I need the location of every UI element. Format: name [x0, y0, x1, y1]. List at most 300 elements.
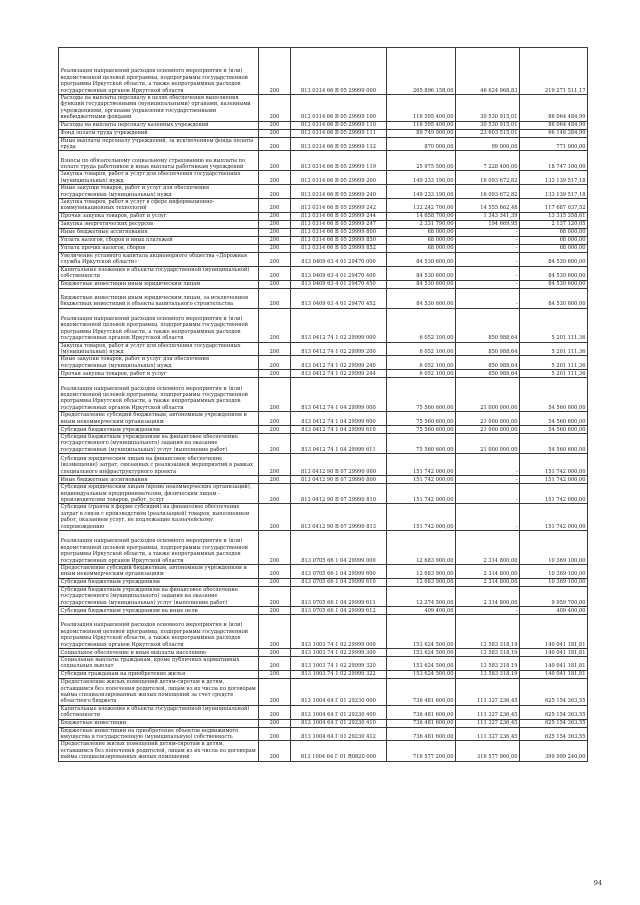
unexecuted-amount-cell: 409 400,00 — [520, 607, 588, 615]
executed-amount-cell: - — [456, 252, 520, 266]
table-row — [59, 236, 588, 244]
approved-amount-cell: 153 624 500,00 — [387, 649, 456, 657]
table-row — [59, 670, 588, 678]
budget-code-cell: 813 0705 66 1 04 29999 612 — [291, 607, 387, 615]
unexecuted-amount-cell: 68 000,00 — [520, 236, 588, 244]
expense-name-cell: Реализация направлений расходов основного мероприятия и (или) ведомственной целевой программы, подпрограммы государственной программы Иркутской области, а также непрограммных расходов государственных органов Иркутской области — [59, 378, 259, 412]
approved-amount-cell: 870 000,00 — [387, 137, 456, 151]
unexecuted-amount-cell: 66 146 384,99 — [520, 129, 588, 137]
line-code-cell: 200 — [259, 378, 291, 412]
expense-name-cell: Предоставление субсидий бюджетным, автономным учреждениям и иным некоммерческим организациям — [59, 412, 259, 426]
budget-code-cell: 813 0412 74 1 02 29999 200 — [291, 342, 387, 356]
unexecuted-amount-cell: 2 137 120,05 — [520, 220, 588, 228]
table-row — [59, 433, 588, 453]
line-code-cell: 200 — [259, 220, 291, 228]
table-row — [59, 615, 588, 649]
table-row — [59, 454, 588, 476]
budget-code-cell: 813 0409 63 4 01 29470 000 — [291, 252, 387, 266]
budget-code-cell: 813 1004 64 Г 01 29230 400 — [291, 705, 387, 719]
expense-name-cell: Субсидии бюджетным учреждениям на иные цели — [59, 607, 259, 615]
table-row — [59, 171, 588, 185]
table-row — [59, 185, 588, 199]
table-row — [59, 719, 588, 727]
expense-name-cell: Субсидии (гранты в форме субсидий) на финансовое обеспечение затрат в связи с производством (реализацией) товаров, выполнением работ, оказанием услуг, не подлежащие казначейскому сопровождению — [59, 504, 259, 531]
unexecuted-amount-cell: 13 315 358,61 — [520, 212, 588, 220]
budget-execution-table — [58, 47, 588, 762]
expense-name-cell: Предоставление жилых помещений детям-сиротам и детям, оставшимся без попечения родителей, лицам из их числа по договорам найма специализированных жилых помещений — [59, 741, 259, 761]
line-code-cell: 200 — [259, 586, 291, 606]
approved-amount-cell: 153 624 500,00 — [387, 657, 456, 671]
approved-amount-cell: 6 052 100,00 — [387, 356, 456, 370]
executed-amount-cell: 111 327 236,45 — [456, 719, 520, 727]
unexecuted-amount-cell: 10 369 100,00 — [520, 531, 588, 565]
unexecuted-amount-cell: 84 530 600,00 — [520, 266, 588, 280]
table-row — [59, 151, 588, 171]
unexecuted-amount-cell: 140 041 181,81 — [520, 615, 588, 649]
approved-amount-cell: 265 896 158,00 — [387, 48, 456, 95]
table-row — [59, 607, 588, 615]
expense-name-cell: Увеличение уставного капитала акционерного общества «Дорожная служба Иркутской области» — [59, 252, 259, 266]
expense-name-cell: Капитальные вложения в объекты государственной (муниципальной) собственности — [59, 266, 259, 280]
approved-amount-cell: 153 624 500,00 — [387, 615, 456, 649]
expense-name-cell: Социальное обеспечение и иные выплаты населению — [59, 649, 259, 657]
budget-code-cell: 813 0409 63 4 01 29470 452 — [291, 288, 387, 308]
expense-name-cell: Иные бюджетные ассигнования — [59, 476, 259, 484]
executed-amount-cell: 194 669,95 — [456, 220, 520, 228]
budget-code-cell: 813 1004 64 Г 01 29230 412 — [291, 727, 387, 741]
approved-amount-cell: 89 749 900,00 — [387, 129, 456, 137]
budget-code-cell: 813 0314 66 В 05 29999 100 — [291, 95, 387, 122]
expense-name-cell: Закупка энергетических ресурсов — [59, 220, 259, 228]
executed-amount-cell: 850 988,64 — [456, 308, 520, 342]
line-code-cell: 200 — [259, 433, 291, 453]
expense-name-cell: Расходы на выплаты персоналу казенных учреждений — [59, 121, 259, 129]
expense-name-cell: Взносы по обязательному социальному страхованию на выплаты по оплате труда работников и иные выплаты работникам учреждений — [59, 151, 259, 171]
budget-code-cell: 813 0314 66 В 05 29999 119 — [291, 151, 387, 171]
executed-amount-cell: 2 314 800,00 — [456, 565, 520, 579]
budget-code-cell: 813 0314 66 В 05 29999 852 — [291, 244, 387, 252]
line-code-cell: 200 — [259, 266, 291, 280]
unexecuted-amount-cell: 5 201 111,36 — [520, 356, 588, 370]
approved-amount-cell: 12 683 900,00 — [387, 565, 456, 579]
approved-amount-cell: 151 742 000,00 — [387, 454, 456, 476]
approved-amount-cell: 12 274 500,00 — [387, 586, 456, 606]
budget-code-cell: 813 1003 74 1 02 29999 300 — [291, 649, 387, 657]
executed-amount-cell: - — [456, 504, 520, 531]
executed-amount-cell: 30 530 915,01 — [456, 95, 520, 122]
unexecuted-amount-cell: 133 139 517,18 — [520, 171, 588, 185]
line-code-cell: 200 — [259, 280, 291, 288]
unexecuted-amount-cell: 86 064 484,99 — [520, 121, 588, 129]
table-row — [59, 484, 588, 504]
approved-amount-cell: 409 400,00 — [387, 607, 456, 615]
table-row — [59, 288, 588, 308]
unexecuted-amount-cell: 140 041 181,81 — [520, 649, 588, 657]
table-row — [59, 657, 588, 671]
table-row — [59, 586, 588, 606]
table-row — [59, 220, 588, 228]
unexecuted-amount-cell: 9 959 700,00 — [520, 586, 588, 606]
expense-name-cell: Закупка товаров, работ и услуг для обеспечения государственных (муниципальных) нужд — [59, 342, 259, 356]
table-row — [59, 531, 588, 565]
line-code-cell: 200 — [259, 578, 291, 586]
unexecuted-amount-cell: 54 560 600,00 — [520, 433, 588, 453]
budget-code-cell: 813 0314 66 В 05 29999 112 — [291, 137, 387, 151]
table-row — [59, 504, 588, 531]
unexecuted-amount-cell: 5 201 111,36 — [520, 370, 588, 378]
executed-amount-cell: 850 988,64 — [456, 356, 520, 370]
expense-name-cell: Иные закупки товаров, работ и услуг для обеспечения государственных (муниципальных) нужд — [59, 185, 259, 199]
budget-code-cell: 813 0314 66 В 05 29999 242 — [291, 199, 387, 213]
budget-code-cell: 813 0314 66 В 05 29999 110 — [291, 121, 387, 129]
executed-amount-cell: - — [456, 228, 520, 236]
expense-name-cell: Расходы на выплаты персоналу в целях обеспечения выполнения функций государственными (муниципальными) органами, казенными учреждениями, органами управления государственными внебюджетными фондами — [59, 95, 259, 122]
expense-name-cell: Прочая закупка товаров, работ и услуг — [59, 370, 259, 378]
unexecuted-amount-cell: 140 041 181,81 — [520, 670, 588, 678]
page-number: 94 — [593, 879, 602, 887]
executed-amount-cell: 23 603 515,01 — [456, 129, 520, 137]
approved-amount-cell: 153 624 500,00 — [387, 670, 456, 678]
unexecuted-amount-cell: 68 000,00 — [520, 244, 588, 252]
line-code-cell: 200 — [259, 121, 291, 129]
unexecuted-amount-cell: 151 742 000,00 — [520, 454, 588, 476]
executed-amount-cell: 2 314 800,00 — [456, 531, 520, 565]
expense-name-cell: Уплата налогов, сборов и иных платежей — [59, 236, 259, 244]
approved-amount-cell: 84 530 600,00 — [387, 266, 456, 280]
budget-code-cell: 813 0409 63 4 01 29470 450 — [291, 280, 387, 288]
table-row — [59, 342, 588, 356]
approved-amount-cell: 6 052 100,00 — [387, 342, 456, 356]
unexecuted-amount-cell: 5 201 111,36 — [520, 342, 588, 356]
table-row — [59, 129, 588, 137]
approved-amount-cell: 149 233 190,00 — [387, 185, 456, 199]
executed-amount-cell: - — [456, 236, 520, 244]
approved-amount-cell: 14 658 700,00 — [387, 212, 456, 220]
unexecuted-amount-cell: 140 041 181,81 — [520, 657, 588, 671]
executed-amount-cell: 21 000 000,00 — [456, 425, 520, 433]
unexecuted-amount-cell: 18 747 100,00 — [520, 151, 588, 171]
table-row — [59, 137, 588, 151]
line-code-cell: 200 — [259, 454, 291, 476]
line-code-cell: 200 — [259, 252, 291, 266]
executed-amount-cell: 16 093 672,82 — [456, 171, 520, 185]
executed-amount-cell: - — [456, 454, 520, 476]
table-row — [59, 741, 588, 761]
executed-amount-cell: 21 000 000,00 — [456, 378, 520, 412]
budget-code-cell: 813 1004 64 Г 01 29230 000 — [291, 678, 387, 705]
executed-amount-cell: 111 327 236,45 — [456, 705, 520, 719]
table-row — [59, 705, 588, 719]
unexecuted-amount-cell: 151 742 000,00 — [520, 476, 588, 484]
approved-amount-cell: 68 000,00 — [387, 228, 456, 236]
executed-amount-cell: - — [456, 607, 520, 615]
expense-name-cell: Иные бюджетные ассигнования — [59, 228, 259, 236]
expense-name-cell: Бюджетные инвестиции — [59, 719, 259, 727]
unexecuted-amount-cell: 86 064 484,99 — [520, 95, 588, 122]
line-code-cell: 200 — [259, 48, 291, 95]
budget-code-cell: 813 0412 74 1 04 29999 600 — [291, 412, 387, 426]
expense-name-cell: Капитальные вложения в объекты государственной (муниципальной) собственности — [59, 705, 259, 719]
line-code-cell: 200 — [259, 199, 291, 213]
executed-amount-cell: 111 327 236,45 — [456, 678, 520, 705]
line-code-cell: 200 — [259, 678, 291, 705]
expense-name-cell: Субсидии бюджетным учреждениям на финансовое обеспечение государственного (муниципального) задания на оказание государственных (муниципальных) услуг (выполнение работ) — [59, 586, 259, 606]
budget-code-cell: 813 0412 74 1 02 29999 244 — [291, 370, 387, 378]
expense-name-cell: Фонд оплаты труда учреждений — [59, 129, 259, 137]
line-code-cell: 200 — [259, 288, 291, 308]
expense-name-cell: Реализация направлений расходов основного мероприятия и (или) ведомственной целевой программы, подпрограммы государственной программы Иркутской области, а также непрограммных расходов государственных органов Иркутской области — [59, 615, 259, 649]
approved-amount-cell: 149 233 190,00 — [387, 171, 456, 185]
approved-amount-cell: 151 742 000,00 — [387, 476, 456, 484]
line-code-cell: 200 — [259, 705, 291, 719]
line-code-cell: 200 — [259, 356, 291, 370]
table-row — [59, 727, 588, 741]
line-code-cell: 200 — [259, 308, 291, 342]
executed-amount-cell: 99 000,00 — [456, 137, 520, 151]
budget-code-cell: 813 0705 66 1 04 29999 000 — [291, 531, 387, 565]
approved-amount-cell: 68 000,00 — [387, 236, 456, 244]
approved-amount-cell: 84 530 600,00 — [387, 252, 456, 266]
approved-amount-cell: 12 683 900,00 — [387, 531, 456, 565]
line-code-cell: 200 — [259, 565, 291, 579]
approved-amount-cell: 75 560 600,00 — [387, 433, 456, 453]
budget-code-cell: 813 0314 66 В 05 29999 247 — [291, 220, 387, 228]
executed-amount-cell: 1 343 341,39 — [456, 212, 520, 220]
unexecuted-amount-cell: 84 530 600,00 — [520, 288, 588, 308]
line-code-cell: 200 — [259, 412, 291, 426]
expense-name-cell: Субсидии юридическим лицам на финансовое обеспечение (возмещение) затрат, связанных с реализацией мероприятий в рамках специального инфраструктурного проекта — [59, 454, 259, 476]
approved-amount-cell: 736 481 600,00 — [387, 705, 456, 719]
line-code-cell: 200 — [259, 425, 291, 433]
approved-amount-cell: 736 481 600,00 — [387, 678, 456, 705]
line-code-cell: 200 — [259, 670, 291, 678]
executed-amount-cell: 46 624 968,83 — [456, 48, 520, 95]
executed-amount-cell: 111 327 236,45 — [456, 727, 520, 741]
expense-name-cell: Закупка товаров, работ и услуг в сфере информационно-коммуникационных технологий — [59, 199, 259, 213]
table-row — [59, 678, 588, 705]
approved-amount-cell: 75 560 600,00 — [387, 425, 456, 433]
unexecuted-amount-cell: 133 139 517,18 — [520, 185, 588, 199]
table-row — [59, 578, 588, 586]
expense-name-cell: Иные выплаты персоналу учреждений, за исключением фонда оплаты труда — [59, 137, 259, 151]
unexecuted-amount-cell: 771 000,00 — [520, 137, 588, 151]
budget-code-cell: 813 0314 66 В 05 29999 244 — [291, 212, 387, 220]
table-row — [59, 280, 588, 288]
expense-name-cell: Реализация направлений расходов основного мероприятия и (или) ведомственной целевой программы, подпрограммы государственной программы Иркутской области, а также непрограммных расходов государственных органов Иркутской области — [59, 308, 259, 342]
expense-name-cell: Социальные выплаты гражданам, кроме публичных нормативных социальных выплат — [59, 657, 259, 671]
budget-code-cell: 813 0412 74 1 04 29999 610 — [291, 425, 387, 433]
line-code-cell: 200 — [259, 171, 291, 185]
approved-amount-cell: 84 530 600,00 — [387, 288, 456, 308]
expense-name-cell: Бюджетные инвестиции иным юридическим лицам — [59, 280, 259, 288]
budget-code-cell: 813 1003 74 1 02 29999 322 — [291, 670, 387, 678]
line-code-cell: 200 — [259, 212, 291, 220]
line-code-cell: 200 — [259, 342, 291, 356]
line-code-cell: 200 — [259, 484, 291, 504]
budget-code-cell: 813 0412 90 В 07 29990 813 — [291, 504, 387, 531]
line-code-cell: 200 — [259, 504, 291, 531]
executed-amount-cell: 13 583 318,19 — [456, 657, 520, 671]
approved-amount-cell: 25 975 500,00 — [387, 151, 456, 171]
unexecuted-amount-cell: 399 999 240,00 — [520, 741, 588, 761]
executed-amount-cell: 316 577 960,00 — [456, 741, 520, 761]
executed-amount-cell: 850 988,64 — [456, 342, 520, 356]
line-code-cell: 200 — [259, 129, 291, 137]
line-code-cell: 200 — [259, 727, 291, 741]
approved-amount-cell: 2 331 790,00 — [387, 220, 456, 228]
executed-amount-cell: 21 000 000,00 — [456, 412, 520, 426]
budget-code-cell: 813 0409 63 4 01 29470 400 — [291, 266, 387, 280]
unexecuted-amount-cell: 68 000,00 — [520, 228, 588, 236]
table-row — [59, 244, 588, 252]
budget-code-cell: 813 1003 74 1 02 29999 000 — [291, 615, 387, 649]
executed-amount-cell: - — [456, 266, 520, 280]
unexecuted-amount-cell: 84 530 600,00 — [520, 280, 588, 288]
expense-name-cell: Субсидии бюджетным учреждениям на финансовое обеспечение государственного (муниципального) задания на оказание государственных (муниципальных) услуг (выполнение работ) — [59, 433, 259, 453]
budget-code-cell: 813 0412 90 В 07 29990 810 — [291, 484, 387, 504]
approved-amount-cell: 736 481 600,00 — [387, 727, 456, 741]
executed-amount-cell: 13 583 318,19 — [456, 670, 520, 678]
budget-code-cell: 813 1004 64 Г 01 R0820 000 — [291, 741, 387, 761]
expense-name-cell: Бюджетные инвестиции на приобретение объектов недвижимого имущества в государственную (муниципальную) собственность — [59, 727, 259, 741]
expense-name-cell: Субсидии юридическим лицам (кроме некоммерческих организаций), индивидуальным предпринимателям, физическим лицам - производителям товаров, работ, услуг — [59, 484, 259, 504]
budget-code-cell: 813 0412 74 1 04 29999 000 — [291, 378, 387, 412]
line-code-cell: 200 — [259, 185, 291, 199]
budget-code-cell: 813 0412 74 1 04 29999 611 — [291, 433, 387, 453]
budget-code-cell: 813 0314 66 В 05 29999 240 — [291, 185, 387, 199]
line-code-cell: 200 — [259, 741, 291, 761]
line-code-cell: 200 — [259, 151, 291, 171]
expense-name-cell: Реализация направлений расходов основного мероприятия и (или) ведомственной целевой программы, подпрограммы государственной программы Иркутской области, а также непрограммных расходов государственных органов Иркутской области — [59, 531, 259, 565]
expense-name-cell: Субсидии гражданам на приобретение жилья — [59, 670, 259, 678]
approved-amount-cell: 84 530 600,00 — [387, 280, 456, 288]
budget-code-cell: 813 0412 90 В 07 29990 000 — [291, 454, 387, 476]
executed-amount-cell: 13 583 318,19 — [456, 649, 520, 657]
line-code-cell: 200 — [259, 228, 291, 236]
line-code-cell: 200 — [259, 719, 291, 727]
expense-name-cell: Бюджетные инвестиции иным юридическим лицам, за исключением бюджетных инвестиций в объекты капитального строительства — [59, 288, 259, 308]
approved-amount-cell: 75 560 600,00 — [387, 412, 456, 426]
table-row — [59, 370, 588, 378]
budget-code-cell: 813 0412 90 В 07 29990 800 — [291, 476, 387, 484]
executed-amount-cell: 13 583 318,19 — [456, 615, 520, 649]
table-row — [59, 95, 588, 122]
table-row — [59, 565, 588, 579]
unexecuted-amount-cell: 625 154 363,55 — [520, 678, 588, 705]
table-row — [59, 378, 588, 412]
budget-code-cell: 813 0412 74 1 02 29999 240 — [291, 356, 387, 370]
unexecuted-amount-cell: 10 369 100,00 — [520, 578, 588, 586]
table-row — [59, 425, 588, 433]
executed-amount-cell: - — [456, 288, 520, 308]
executed-amount-cell: 30 530 915,01 — [456, 121, 520, 129]
executed-amount-cell: 14 555 662,48 — [456, 199, 520, 213]
expense-name-cell: Закупка товаров, работ и услуг для обеспечения государственных (муниципальных) нужд — [59, 171, 259, 185]
unexecuted-amount-cell: 219 271 511,17 — [520, 48, 588, 95]
executed-amount-cell: - — [456, 280, 520, 288]
executed-amount-cell: - — [456, 484, 520, 504]
table-row — [59, 308, 588, 342]
budget-code-cell: 813 0412 74 1 02 29999 000 — [291, 308, 387, 342]
line-code-cell: 200 — [259, 137, 291, 151]
budget-code-cell: 813 0314 66 В 05 29999 200 — [291, 171, 387, 185]
budget-code-cell: 813 0314 66 В 05 29999 800 — [291, 228, 387, 236]
line-code-cell: 200 — [259, 244, 291, 252]
line-code-cell: 200 — [259, 649, 291, 657]
expense-name-cell: Прочая закупка товаров, работ и услуг — [59, 212, 259, 220]
table-row — [59, 121, 588, 129]
table-row — [59, 266, 588, 280]
expense-name-cell: Субсидии бюджетным учреждениям — [59, 578, 259, 586]
line-code-cell: 200 — [259, 657, 291, 671]
table-row — [59, 476, 588, 484]
budget-code-cell: 813 0705 66 1 04 29999 611 — [291, 586, 387, 606]
approved-amount-cell: 736 481 600,00 — [387, 719, 456, 727]
unexecuted-amount-cell: 151 742 000,00 — [520, 484, 588, 504]
line-code-cell: 200 — [259, 531, 291, 565]
table-row — [59, 412, 588, 426]
executed-amount-cell: 21 000 000,00 — [456, 433, 520, 453]
table-row — [59, 228, 588, 236]
line-code-cell: 200 — [259, 615, 291, 649]
approved-amount-cell: 68 000,00 — [387, 244, 456, 252]
approved-amount-cell: 151 742 000,00 — [387, 484, 456, 504]
expense-name-cell: Предоставление жилых помещений детям-сиротам и детям, оставшимся без попечения родителей, лицам из их числа по договорам найма специализированных жилых помещений за счет средств областного бюджета — [59, 678, 259, 705]
unexecuted-amount-cell: 625 154 363,55 — [520, 719, 588, 727]
approved-amount-cell: 151 742 000,00 — [387, 504, 456, 531]
expense-name-cell: Реализация направлений расходов основного мероприятия и (или) ведомственной целевой программы, подпрограммы государственной программы Иркутской области, а также непрограммных расходов государственных органов Иркутской области — [59, 48, 259, 95]
budget-code-cell: 813 0314 66 В 05 29999 000 — [291, 48, 387, 95]
executed-amount-cell: 16 093 672,82 — [456, 185, 520, 199]
expense-name-cell: Предоставление субсидий бюджетным, автономным учреждениям и иным некоммерческим организациям — [59, 565, 259, 579]
budget-code-cell: 813 1003 74 1 02 29999 320 — [291, 657, 387, 671]
expense-name-cell: Субсидии бюджетным учреждениям — [59, 425, 259, 433]
unexecuted-amount-cell: 54 560 600,00 — [520, 425, 588, 433]
approved-amount-cell: 116 595 400,00 — [387, 121, 456, 129]
unexecuted-amount-cell: 54 560 600,00 — [520, 378, 588, 412]
table-row — [59, 649, 588, 657]
unexecuted-amount-cell: 5 201 111,36 — [520, 308, 588, 342]
budget-code-cell: 813 0705 66 1 04 29999 600 — [291, 565, 387, 579]
line-code-cell: 200 — [259, 476, 291, 484]
approved-amount-cell: 116 595 400,00 — [387, 95, 456, 122]
executed-amount-cell: - — [456, 244, 520, 252]
budget-code-cell: 813 0314 66 В 05 29999 111 — [291, 129, 387, 137]
executed-amount-cell: 850 988,64 — [456, 370, 520, 378]
unexecuted-amount-cell: 625 154 363,55 — [520, 705, 588, 719]
executed-amount-cell: - — [456, 476, 520, 484]
table-row — [59, 199, 588, 213]
table-row — [59, 212, 588, 220]
budget-code-cell: 813 0705 66 1 04 29999 610 — [291, 578, 387, 586]
unexecuted-amount-cell: 151 742 000,00 — [520, 504, 588, 531]
budget-code-cell: 813 1004 64 Г 01 29230 410 — [291, 719, 387, 727]
line-code-cell: 200 — [259, 607, 291, 615]
approved-amount-cell: 75 560 600,00 — [387, 378, 456, 412]
executed-amount-cell: 7 228 400,00 — [456, 151, 520, 171]
unexecuted-amount-cell: 54 560 600,00 — [520, 412, 588, 426]
table-row — [59, 356, 588, 370]
line-code-cell: 200 — [259, 95, 291, 122]
unexecuted-amount-cell: 84 530 600,00 — [520, 252, 588, 266]
executed-amount-cell: 2 314 800,00 — [456, 586, 520, 606]
table-row — [59, 48, 588, 95]
approved-amount-cell: 6 052 100,00 — [387, 370, 456, 378]
table-row — [59, 252, 588, 266]
expense-name-cell: Уплата прочих налогов, сборов — [59, 244, 259, 252]
expense-name-cell: Иные закупки товаров, работ и услуг для обеспечения государственных (муниципальных) нужд — [59, 356, 259, 370]
unexecuted-amount-cell: 117 687 037,52 — [520, 199, 588, 213]
